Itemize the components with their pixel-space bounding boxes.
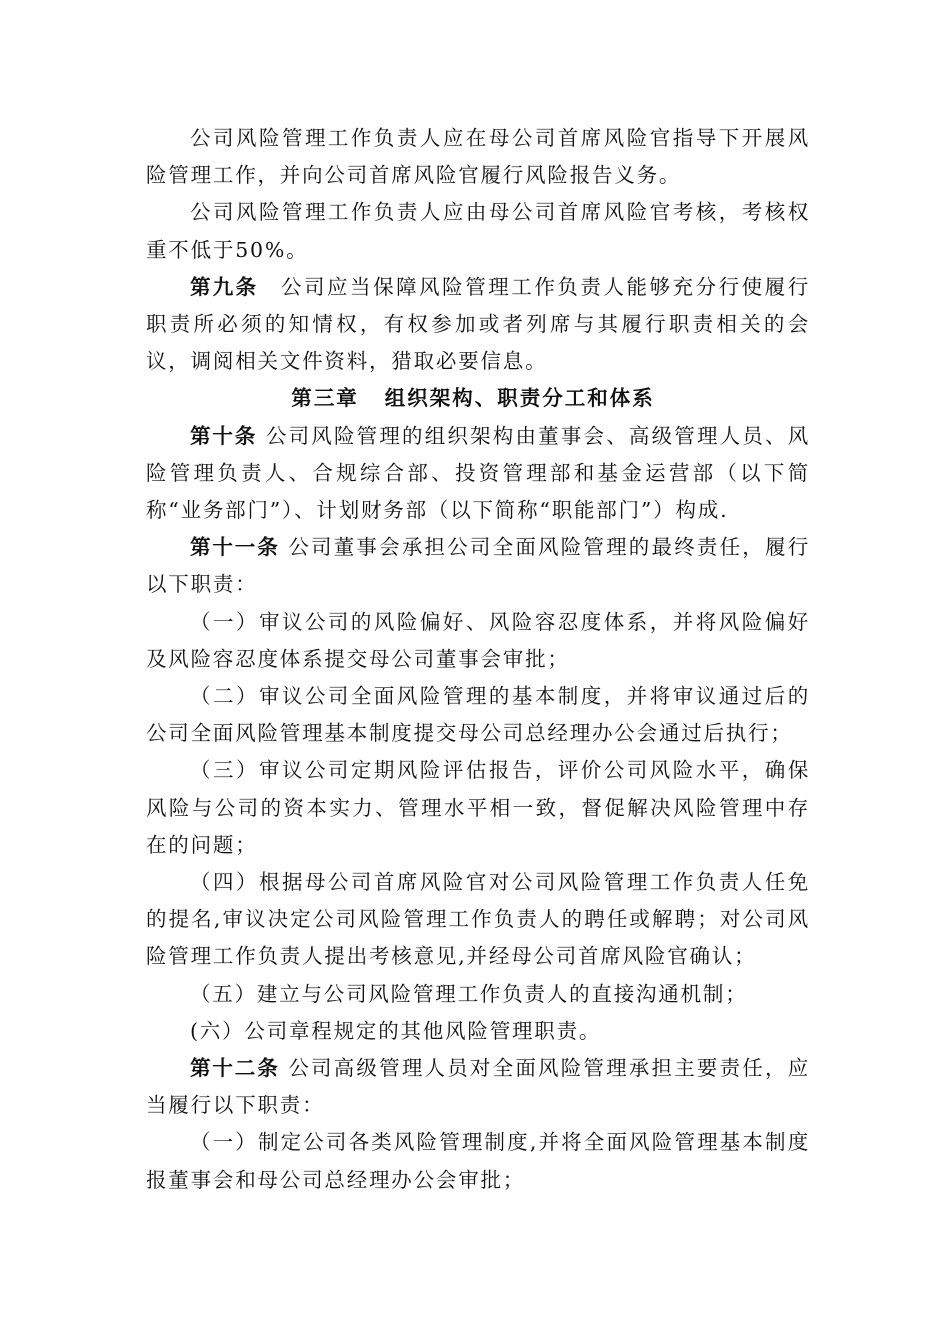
chapter-3-number: 第三章 — [291, 386, 359, 411]
article-11-item-3: （三）审议公司定期风险评估报告，评价公司风险水平，确保风险与公司的资本实力、管理水平相一致，督促解决风险管理中存在的问题； — [146, 758, 810, 857]
document-body — [146, 120, 810, 1199]
paragraph-risk-officer-assessment: 公司风险管理工作负责人应由母公司首席风险官考核，考核权重不低于50%。 — [146, 200, 810, 262]
article-10 — [146, 418, 810, 530]
article-9 — [146, 269, 810, 381]
article-12 — [146, 1050, 810, 1124]
article-11 — [146, 529, 810, 603]
article-12-label: 第十二条 — [190, 1056, 280, 1081]
article-10-label: 第十条 — [190, 423, 258, 448]
chapter-3-heading — [146, 380, 810, 417]
article-9-text: 公司应当保障风险管理工作负责人能够充分行使履行职责所必须的知情权，有权参加或者列席与其履行职责相关的会议，调阅相关文件资料，猎取必要信息。 — [146, 274, 810, 374]
article-11-item-4: （四）根据母公司首席风险官对公司风险管理工作负责人任免的提名,审议决定公司风险管理工作负责人的聘任或解聘；对公司风险管理工作负责人提出考核意见,并经母公司首席风险官确认； — [146, 870, 810, 969]
article-9-label: 第九条 — [190, 274, 259, 299]
article-11-label: 第十一条 — [190, 535, 280, 560]
paragraph-risk-officer-guidance: 公司风险管理工作负责人应在母公司首席风险官指导下开展风险管理工作，并向公司首席风险官履行风险报告义务。 — [146, 126, 810, 188]
article-12-item-1: （一）制定公司各类风险管理制度,并将全面风险管理基本制度报董事会和母公司总经理办公会审批； — [146, 1130, 810, 1192]
article-11-item-5: （五）建立与公司风险管理工作负责人的直接沟通机制； — [190, 981, 748, 1006]
article-11-text: 公司董事会承担公司全面风险管理的最终责任，履行以下职责： — [146, 535, 810, 597]
chapter-3-title: 组织架构、职责分工和体系 — [384, 386, 655, 411]
article-11-item-1: （一）审议公司的风险偏好、风险容忍度体系，并将风险偏好及风险容忍度体系提交母公司董事会审批； — [146, 609, 810, 671]
article-11-item-6: (六）公司章程规定的其他风险管理职责。 — [190, 1018, 602, 1043]
article-11-item-2: （二）审议公司全面风险管理的基本制度，并将审议通过后的公司全面风险管理基本制度提交母公司总经理办公会通过后执行； — [146, 684, 810, 746]
article-10-text: 公司风险管理的组织架构由董事会、高级管理人员、风险管理负责人、合规综合部、投资管理部和基金运营部（以下简称“业务部门”）、计划财务部（以下简称“职能部门”）构成. — [146, 423, 811, 523]
article-12-text: 公司高级管理人员对全面风险管理承担主要责任，应当履行以下职责： — [146, 1056, 810, 1118]
